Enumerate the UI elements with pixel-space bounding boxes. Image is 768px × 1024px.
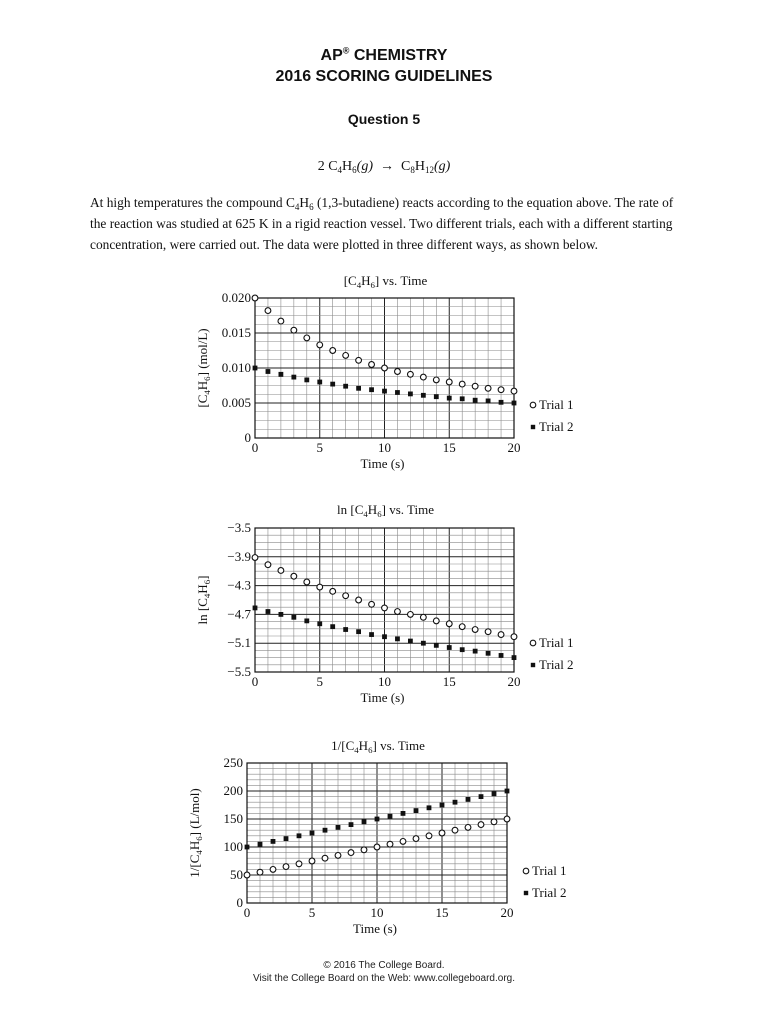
data-point-trial2: [401, 811, 406, 816]
chart-title-part-4: ] vs. Time: [372, 738, 425, 753]
data-point-trial1: [265, 562, 271, 568]
data-point-trial1: [330, 588, 336, 594]
data-point-trial1: [291, 327, 297, 333]
data-point-trial1: [485, 629, 491, 635]
x-tick-label: 0: [251, 674, 259, 689]
data-point-trial2: [421, 641, 426, 646]
data-point-trial1: [472, 627, 478, 633]
eq-product-c: C: [401, 159, 411, 174]
data-point-trial1: [408, 371, 414, 377]
x-tick-label: 5: [316, 674, 323, 689]
legend-label: Trial 1: [539, 397, 574, 412]
title-chemistry: CHEMISTRY: [349, 47, 448, 64]
y-tick-label: 0.020: [221, 290, 251, 305]
data-point-trial2: [395, 390, 400, 395]
data-point-trial1: [278, 568, 284, 574]
chart-title: [337, 502, 434, 519]
data-point-trial1: [252, 555, 258, 561]
data-point-trial2: [486, 651, 491, 656]
data-point-trial1: [369, 601, 375, 607]
chart-3: [187, 738, 567, 936]
data-point-trial2: [356, 386, 361, 391]
y-axis-label-part-1: 4: [202, 593, 212, 599]
data-point-trial2: [492, 791, 497, 796]
data-point-trial1: [330, 348, 336, 354]
data-point-trial1: [395, 369, 401, 375]
data-point-trial1: [439, 830, 445, 836]
data-point-trial1: [270, 867, 276, 873]
data-point-trial2: [284, 836, 289, 841]
legend-marker-trial2: [524, 891, 528, 895]
y-tick-label: 0: [244, 430, 251, 445]
x-tick-label: 0: [243, 905, 251, 920]
data-point-trial2: [369, 387, 374, 392]
data-point-trial1: [433, 618, 439, 624]
data-point-trial2: [453, 800, 458, 805]
y-tick-label: −3.5: [227, 520, 251, 535]
y-tick-label: −4.3: [227, 577, 251, 593]
x-tick-label: 5: [308, 905, 316, 920]
data-point-trial1: [395, 609, 401, 615]
y-axis-label: [187, 788, 204, 877]
x-tick-label: 15: [435, 905, 449, 920]
data-point-trial1: [491, 819, 497, 825]
data-point-trial1: [498, 632, 504, 638]
x-axis-label: Time (s): [360, 690, 405, 705]
data-point-trial2: [395, 636, 400, 641]
data-point-trial2: [258, 842, 263, 847]
data-point-trial2: [408, 392, 413, 397]
chart-1: [195, 273, 574, 471]
data-point-trial1: [257, 869, 263, 875]
y-axis-label-part-2: H: [195, 380, 210, 391]
y-tick-label: −4.7: [227, 606, 251, 622]
data-point-trial2: [279, 372, 284, 377]
eq-product-sub1: 8: [410, 165, 415, 175]
eq-reactant-sub2: 6: [352, 165, 357, 175]
data-point-trial2: [291, 375, 296, 380]
data-point-trial2: [245, 845, 250, 850]
intro-sub-1: 4: [294, 202, 300, 212]
y-axis-label: [195, 576, 212, 625]
footer: [0, 959, 768, 985]
data-point-trial2: [253, 366, 258, 371]
y-axis-label-part-0: ln [C: [195, 598, 210, 625]
legend-label: Trial 1: [539, 635, 574, 650]
data-point-trial2: [336, 825, 341, 830]
data-point-trial1: [244, 872, 250, 878]
y-tick-label: −3.9: [227, 548, 251, 564]
y-axis-label-part-4: ]: [195, 575, 210, 580]
data-point-trial1: [511, 388, 517, 394]
data-point-trial1: [309, 858, 315, 864]
legend-label: Trial 1: [532, 863, 567, 878]
legend-label: Trial 2: [539, 657, 574, 672]
data-point-trial1: [426, 833, 432, 839]
data-point-trial2: [505, 789, 510, 794]
chart-title-part-0: ln [C: [337, 502, 364, 517]
eq-product-state: (g): [433, 159, 451, 174]
data-point-trial1: [485, 385, 491, 391]
data-point-trial1: [317, 342, 323, 348]
y-axis-label-part-1: 4: [194, 850, 204, 855]
x-tick-label: 20: [507, 674, 521, 689]
data-point-trial2: [486, 399, 491, 404]
chart-title-part-1: 4: [356, 280, 362, 290]
data-point-trial2: [253, 606, 258, 611]
y-axis-label-part-4: ] (L/mol): [187, 788, 202, 837]
data-point-trial1: [356, 357, 362, 363]
data-point-trial1: [400, 839, 406, 845]
legend-label: Trial 2: [532, 885, 567, 900]
data-point-trial1: [504, 816, 510, 822]
y-axis-label-part-3: 6: [194, 836, 204, 841]
data-point-trial2: [408, 639, 413, 644]
data-point-trial2: [512, 655, 517, 660]
x-tick-label: 10: [370, 905, 384, 920]
y-axis-label-part-4: ] (mol/L): [195, 328, 210, 377]
legend-marker-trial2: [531, 663, 535, 667]
data-point-trial2: [499, 400, 504, 405]
y-axis-label-part-2: H: [187, 840, 202, 851]
data-point-trial1: [304, 579, 310, 585]
legend-marker-trial2: [531, 425, 535, 429]
data-point-trial1: [343, 353, 349, 359]
eq-reactant-sub1: 4: [337, 165, 343, 175]
eq-reactant-state: (g): [356, 159, 373, 174]
eq-arrow: →: [380, 159, 394, 174]
data-point-trial2: [473, 398, 478, 403]
x-tick-label: 5: [316, 440, 323, 455]
x-tick-label: 15: [442, 440, 456, 455]
data-point-trial1: [369, 362, 375, 368]
eq-reactant-h: H: [342, 159, 353, 174]
data-point-trial1: [278, 318, 284, 324]
chart-title: [344, 273, 428, 290]
data-point-trial2: [317, 621, 322, 626]
data-point-trial1: [361, 847, 367, 853]
y-tick-label: 200: [223, 783, 243, 798]
page-title-line2: 2016 SCORING GUIDELINES: [275, 68, 493, 85]
legend-marker-trial1: [523, 868, 529, 874]
x-tick-label: 10: [378, 440, 391, 455]
x-tick-label: 15: [442, 674, 456, 689]
data-point-trial1: [291, 573, 297, 579]
x-tick-label: 20: [507, 440, 521, 455]
data-point-trial1: [387, 841, 393, 847]
chart-title-part-4: ] vs. Time: [374, 273, 428, 288]
data-point-trial2: [356, 629, 361, 634]
chart-title-part-0: 1/[C: [331, 738, 355, 753]
data-point-trial2: [343, 627, 348, 632]
y-tick-label: 250: [223, 755, 243, 770]
data-point-trial1: [322, 855, 328, 861]
data-point-trial1: [420, 374, 426, 380]
intro-text-3: (1,3-butadiene) reacts according to the equation above. The rate of the reaction was studied at 625 K in a rigid reaction vessel. Two different trials, each with a different starting concentration, were carried out. The data were plotted in three different ways, as shown below.: [90, 195, 674, 252]
data-point-trial1: [265, 308, 271, 314]
data-point-trial2: [304, 618, 309, 623]
data-point-trial2: [479, 794, 484, 799]
data-point-trial2: [271, 839, 276, 844]
x-axis-label: Time (s): [360, 456, 405, 471]
y-tick-label: 50: [230, 867, 243, 882]
legend-marker-trial1: [530, 402, 536, 408]
data-point-trial1: [478, 822, 484, 828]
data-point-trial2: [434, 643, 439, 648]
y-tick-label: 0.015: [221, 325, 251, 340]
y-axis-label: [195, 328, 212, 407]
data-point-trial2: [447, 396, 452, 401]
data-point-trial2: [414, 808, 419, 813]
eq-product-sub2: 12: [424, 165, 434, 175]
y-axis-label-part-0: 1/[C: [187, 854, 202, 878]
data-point-trial2: [466, 797, 471, 802]
data-point-trial2: [330, 382, 335, 387]
y-tick-label: 0.005: [221, 395, 251, 410]
x-axis-label: Time (s): [353, 921, 397, 936]
data-point-trial1: [459, 381, 465, 387]
data-point-trial1: [356, 597, 362, 603]
data-point-trial2: [297, 833, 302, 838]
data-point-trial2: [369, 632, 374, 637]
x-tick-label: 0: [251, 440, 259, 455]
eq-product-h: H: [414, 159, 425, 174]
data-point-trial1: [317, 584, 323, 590]
data-point-trial2: [375, 817, 380, 822]
intro-text-1: At high temperatures the compound C: [90, 195, 295, 210]
data-point-trial2: [434, 394, 439, 399]
data-point-trial2: [330, 624, 335, 629]
question-heading: Question 5: [347, 111, 421, 127]
data-point-trial1: [304, 335, 310, 341]
data-point-trial2: [382, 389, 387, 394]
data-point-trial2: [447, 645, 452, 650]
data-point-trial2: [362, 819, 367, 824]
data-point-trial1: [374, 844, 380, 850]
y-axis-label-part-3: 6: [202, 376, 212, 381]
data-point-trial1: [252, 295, 258, 301]
chart-title-part-3: 6: [368, 745, 373, 755]
y-tick-label: 0: [236, 895, 243, 910]
x-tick-label: 10: [378, 674, 391, 689]
chart-2: [195, 502, 574, 705]
eq-coefficient: 2: [317, 159, 325, 174]
legend-marker-trial1: [530, 640, 536, 646]
data-point-trial2: [440, 803, 445, 808]
data-point-trial1: [472, 383, 478, 389]
y-tick-label: 100: [223, 839, 243, 854]
data-point-trial1: [382, 365, 388, 371]
data-point-trial2: [266, 369, 271, 374]
y-axis-label-part-2: H: [195, 584, 210, 594]
y-tick-label: −5.1: [227, 635, 251, 651]
eq-reactant-c: C: [328, 159, 338, 174]
chart-title: [331, 738, 425, 755]
y-tick-label: 0.010: [221, 360, 251, 375]
data-point-trial2: [310, 831, 315, 836]
chart-title-part-2: H: [358, 738, 369, 753]
data-point-trial1: [446, 379, 452, 385]
data-point-trial2: [421, 393, 426, 398]
data-point-trial1: [348, 850, 354, 856]
data-point-trial2: [291, 615, 296, 620]
data-point-trial1: [459, 624, 465, 630]
y-axis-label-part-0: [C: [195, 394, 210, 408]
data-point-trial1: [408, 612, 414, 618]
chart-title-part-4: ] vs. Time: [381, 502, 434, 517]
intro-sub-2: 6: [309, 202, 314, 212]
data-point-trial2: [460, 396, 465, 401]
chart-title-part-3: 6: [370, 280, 375, 290]
data-point-trial2: [304, 378, 309, 383]
data-point-trial2: [343, 384, 348, 389]
data-point-trial2: [473, 649, 478, 654]
title-ap: AP: [320, 47, 343, 64]
data-point-trial1: [296, 861, 302, 867]
x-tick-label: 20: [500, 905, 514, 920]
chart-title-part-2: H: [361, 273, 371, 288]
data-point-trial1: [382, 605, 388, 611]
data-point-trial2: [323, 828, 328, 833]
data-point-trial1: [511, 634, 517, 640]
data-point-trial2: [388, 814, 393, 819]
data-point-trial1: [343, 593, 349, 599]
data-point-trial1: [283, 864, 289, 870]
footer-copyright: © 2016 The College Board.: [323, 960, 445, 971]
legend-label: Trial 2: [539, 419, 574, 434]
chart-title-part-1: 4: [363, 509, 368, 519]
data-point-trial1: [420, 614, 426, 620]
intro-text-2: H: [299, 195, 310, 210]
data-point-trial1: [452, 827, 458, 833]
y-tick-label: 150: [223, 811, 243, 826]
chart-title-part-0: [C: [343, 273, 357, 288]
data-point-trial2: [499, 653, 504, 658]
data-point-trial1: [433, 377, 439, 383]
data-point-trial1: [498, 387, 504, 393]
data-point-trial2: [427, 805, 432, 810]
data-point-trial2: [512, 401, 517, 406]
data-point-trial2: [349, 822, 354, 827]
data-point-trial2: [382, 634, 387, 639]
data-point-trial1: [335, 853, 341, 859]
chart-title-part-3: 6: [377, 509, 382, 519]
data-point-trial1: [465, 825, 471, 831]
y-tick-label: −5.5: [227, 664, 251, 679]
y-axis-label-part-1: 4: [202, 390, 212, 395]
footer-website: Visit the College Board on the Web: www.collegeboard.org.: [252, 973, 515, 984]
data-point-trial2: [317, 380, 322, 385]
chart-title-part-1: 4: [354, 745, 359, 755]
data-point-trial2: [460, 647, 465, 652]
data-point-trial1: [446, 621, 452, 627]
y-axis-label-part-3: 6: [202, 579, 212, 585]
chart-title-part-2: H: [367, 502, 378, 517]
data-point-trial2: [266, 609, 271, 614]
registered-mark: ®: [342, 45, 350, 56]
data-point-trial1: [413, 836, 419, 842]
data-point-trial2: [279, 612, 284, 617]
